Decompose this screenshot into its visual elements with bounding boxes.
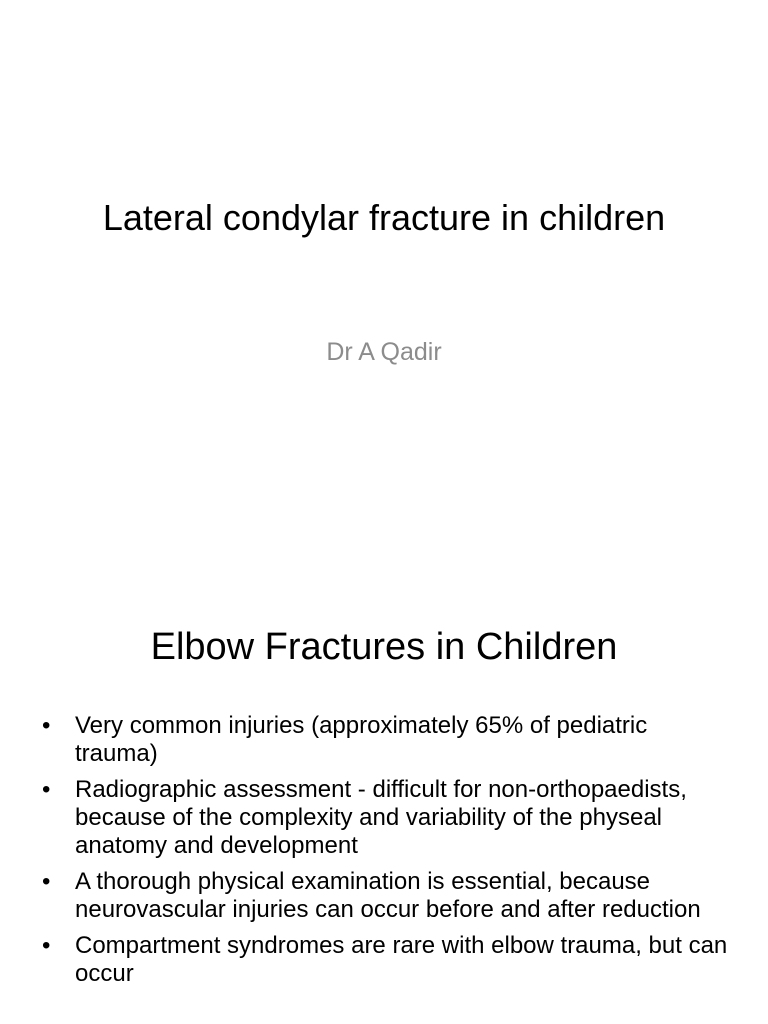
bullet-text: Compartment syndromes are rare with elbow trauma, but can occur xyxy=(75,932,728,987)
slide-title: Lateral condylar fracture in children xyxy=(102,197,666,238)
bullet-item xyxy=(40,868,730,924)
bullet-text: Radiographic assessment - difficult for non-orthopaedists, because of the complexity and variability of the physeal anatomy and development xyxy=(75,776,687,859)
slide-subtitle: Dr A Qadir xyxy=(326,338,442,366)
bullet-icon: • xyxy=(42,868,51,895)
bullet-icon: • xyxy=(42,712,51,739)
bullet-text: A thorough physical examination is essential, because neurovascular injuries can occur before and after reduction xyxy=(75,868,701,923)
bullet-text: Very common injuries (approximately 65% of pediatric trauma) xyxy=(75,712,648,767)
bullet-list xyxy=(40,712,730,996)
bullet-item xyxy=(40,776,730,860)
content-slide xyxy=(0,576,768,1024)
bullet-item xyxy=(40,932,730,988)
slide-title: Elbow Fractures in Children xyxy=(150,626,618,668)
bullet-icon: • xyxy=(42,776,51,803)
bullet-item xyxy=(40,712,730,768)
bullet-icon: • xyxy=(42,932,51,959)
